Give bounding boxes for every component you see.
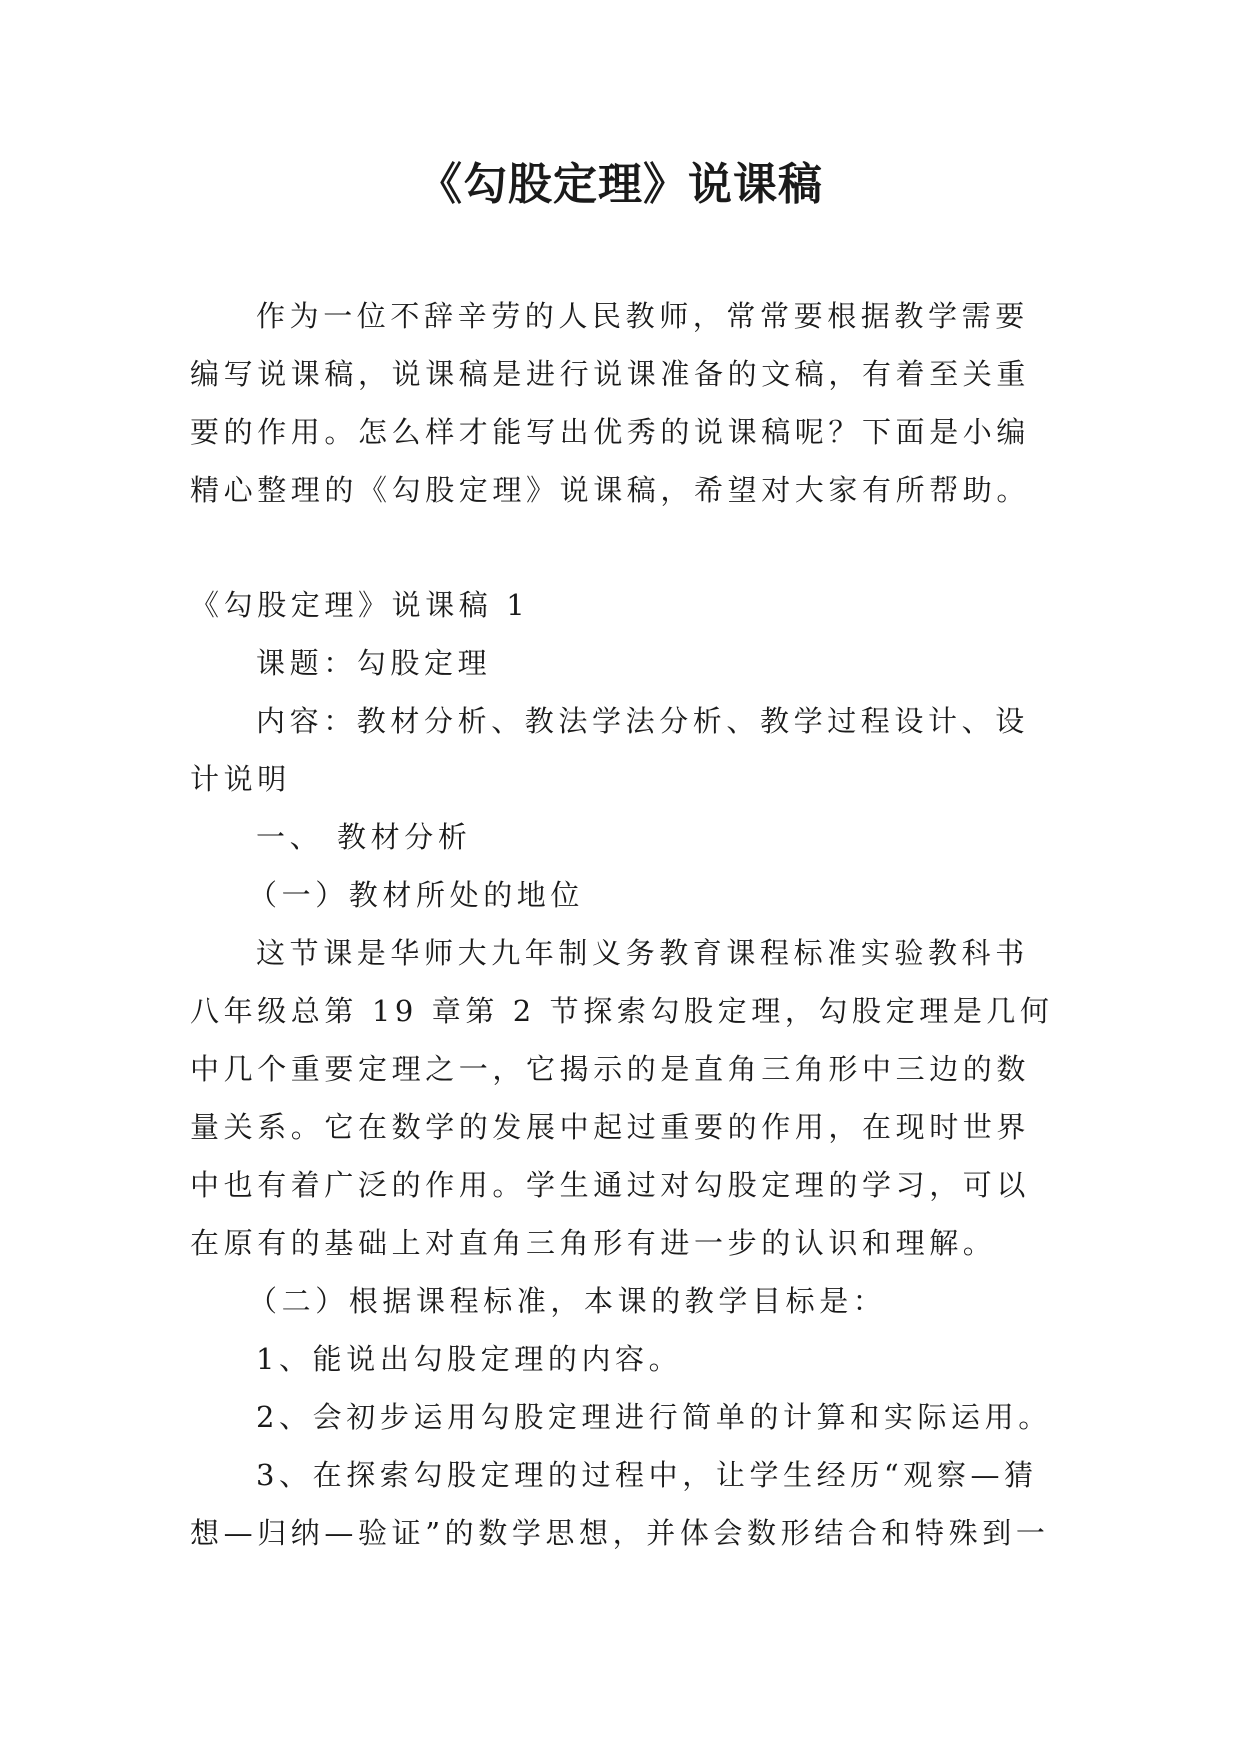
contents-line: 内容：教材分析、教法学法分析、教学过程设计、设计说明	[190, 704, 1029, 796]
sub2-heading: （二）根据课程标准，本课的教学目标是：	[248, 1284, 887, 1318]
goal-item-1: 1、能说出勾股定理的内容。	[256, 1342, 683, 1376]
intro-paragraph: 作为一位不辞辛劳的人民教师，常常要根据教学需要编写说课稿，说课稿是进行说课准备的文稿，有着至关重要的作用。怎么样才能写出优秀的说课稿呢？下面是小编精心整理的《勾股定理》说课稿，希望对大家有所帮助。	[190, 299, 1031, 507]
topic-line: 课题：勾股定理	[256, 646, 492, 680]
sub1-heading: （一）教材所处的地位	[248, 878, 585, 912]
document-title: 《勾股定理》说课稿	[418, 159, 823, 210]
sub1-paragraph: 这节课是华师大九年制义务教育课程标准实验教科书八年级总第 19 章第 2 节探索勾股定理，勾股定理是几何中几个重要定理之一，它揭示的是直角三角形中三边的数量关系。它在数学的发展中起过重要的作用，在现时世界中也有着广泛的作用。学生通过对勾股定理的学习，可以在原有的基础上对直角三角形有进一步的认识和理解。	[190, 936, 1054, 1260]
content-block	[190, 576, 1054, 1562]
goal-item-2: 2、会初步运用勾股定理进行简单的计算和实际运用。	[256, 1400, 1052, 1434]
intro-block	[190, 287, 1054, 519]
section-title: 《勾股定理》说课稿 1	[190, 588, 530, 622]
goal-item-3: 3、在探索勾股定理的过程中，让学生经历“观察—猜想—归纳—验证”的数学思想，并体会数形结合和特殊到一	[190, 1458, 1050, 1550]
part1-heading: 一、 教材分析	[256, 820, 472, 854]
